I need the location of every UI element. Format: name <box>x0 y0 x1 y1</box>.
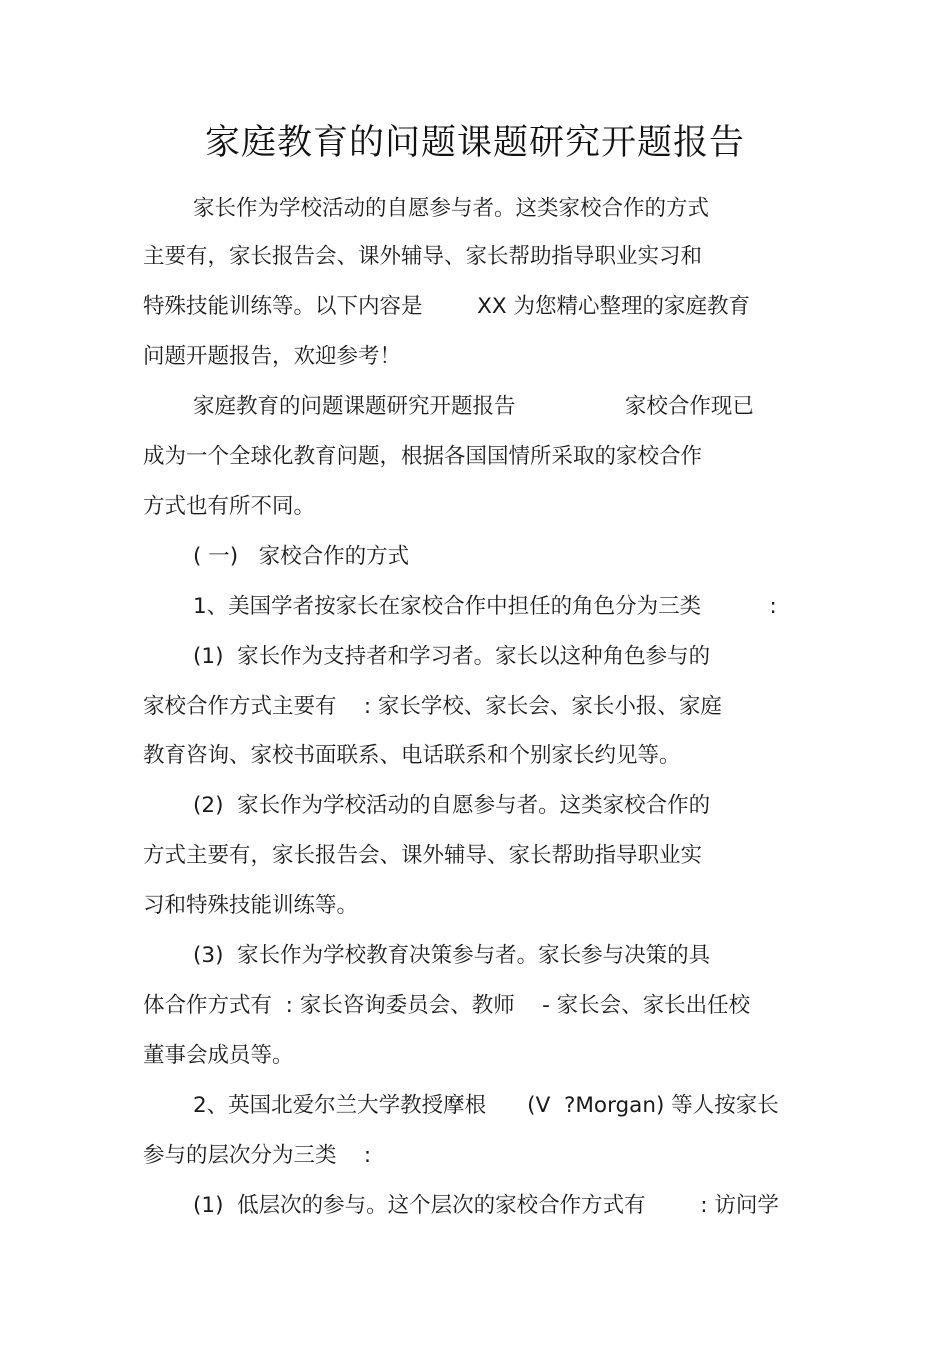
text-line: (2) 家长作为学校活动的自愿参与者。这类家校合作的 <box>193 793 711 818</box>
text-line: (1) 低层次的参与。这个层次的家校合作方式有 : 访问学 <box>193 1193 779 1218</box>
text-line: 习和特殊技能训练等。 <box>143 893 359 918</box>
text-line: 家校合作方式主要有 : 家长学校、家长会、家长小报、家庭 <box>143 694 722 719</box>
text-line: 家庭教育的问题课题研究开题报告 家校合作现已 <box>193 394 754 419</box>
section-heading: ( 一) 家校合作的方式 <box>193 544 410 569</box>
text-line: 问题开题报告，欢迎参考！ <box>143 344 402 369</box>
text-line: 成为一个全球化教育问题，根据各国国情所采取的家校合作 <box>143 444 703 469</box>
text-line: 家长作为学校活动的自愿参与者。这类家校合作的方式 <box>193 196 710 221</box>
text-line: (3) 家长作为学校教育决策参与者。家长参与决策的具 <box>193 943 711 968</box>
text-line: 体合作方式有 : 家长咨询委员会、教师 - 家长会、家长出任校 <box>143 993 751 1018</box>
text-line: 参与的层次分为三类 : <box>143 1143 372 1168</box>
text-line: 特殊技能训练等。以下内容是 XX 为您精心整理的家庭教育 <box>143 294 750 319</box>
text-line: 教育咨询、家校书面联系、电话联系和个别家长约见等。 <box>143 743 681 768</box>
text-line: 方式主要有，家长报告会、课外辅导、家长帮助指导职业实 <box>143 843 703 868</box>
document-title: 家庭教育的问题课题研究开题报告 <box>204 123 745 163</box>
text-line: 方式也有所不同。 <box>143 494 316 519</box>
text-line: 1、美国学者按家长在家校合作中担任的角色分为三类 : <box>193 594 777 619</box>
text-line: 董事会成员等。 <box>143 1043 294 1068</box>
text-line: 2、英国北爱尔兰大学教授摩根 (V ?Morgan) 等人按家长 <box>193 1093 779 1118</box>
text-line: 主要有，家长报告会、课外辅导、家长帮助指导职业实习和 <box>143 244 703 269</box>
text-line: (1) 家长作为支持者和学习者。家长以这种角色参与的 <box>193 644 711 669</box>
